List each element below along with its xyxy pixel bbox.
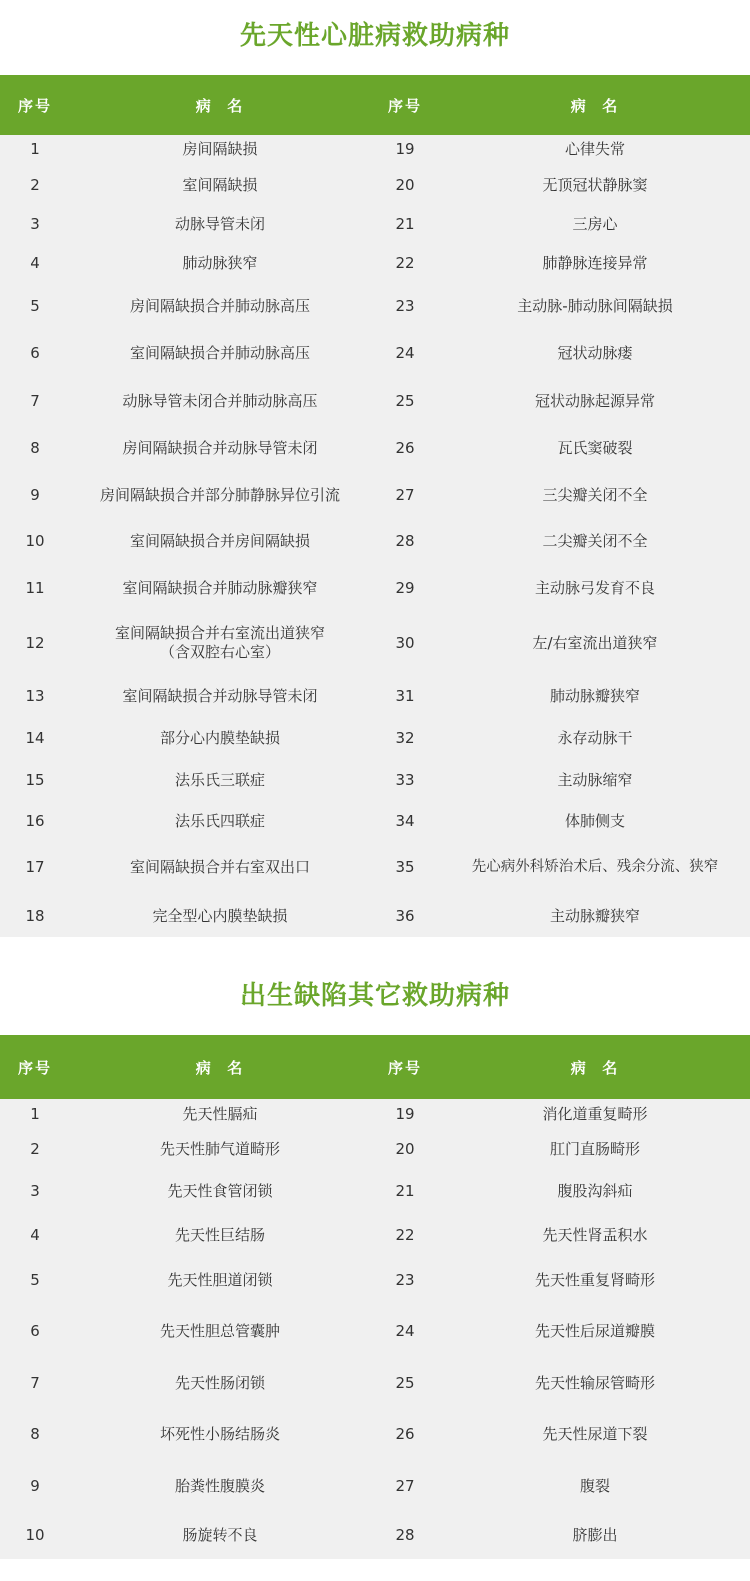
row-index-left: 3 xyxy=(30,215,40,233)
row-disease-right: 肺静脉连接异常 xyxy=(542,254,648,272)
table-row xyxy=(0,378,750,425)
table2-body xyxy=(0,1099,750,1559)
row-index-right: 22 xyxy=(395,1226,415,1244)
row-index-left: 4 xyxy=(30,254,40,272)
row-disease-left: 完全型心内膜垫缺损 xyxy=(152,906,288,925)
row-disease-left: 动脉导管未闭 xyxy=(174,215,265,233)
row-index-right: 33 xyxy=(395,771,415,789)
row-disease-left: 先天性巨结肠 xyxy=(174,1226,265,1244)
row-disease-right: 左/右室流出道狭窄 xyxy=(532,633,658,652)
table-row xyxy=(0,1408,750,1461)
header-index-2: 序号 xyxy=(387,1058,422,1077)
row-index-right: 23 xyxy=(395,297,415,315)
table2-title: 出生缺陷其它救助病种 xyxy=(239,981,510,1011)
row-index-right: 20 xyxy=(395,176,415,194)
table-row xyxy=(0,1304,750,1358)
row-disease-left: 室间隔缺损 xyxy=(182,176,258,194)
row-disease-right: 体肺侧支 xyxy=(564,811,625,830)
row-index-right: 25 xyxy=(395,1373,415,1392)
row-index-left: 5 xyxy=(30,1271,40,1289)
row-disease-left: 动脉导管未闭合并肺动脉高压 xyxy=(122,392,318,410)
row-disease-left: 肠旋转不良 xyxy=(182,1525,258,1544)
row-index-right: 29 xyxy=(395,578,415,597)
row-index-left: 17 xyxy=(25,858,45,876)
row-index-right: 36 xyxy=(395,906,415,925)
table-row xyxy=(0,1099,750,1129)
header-index-1: 序号 xyxy=(17,96,52,115)
row-index-left: 8 xyxy=(30,1425,40,1443)
row-index-left: 6 xyxy=(30,1321,40,1340)
table1-body xyxy=(0,135,750,937)
row-disease-right: 先天性尿道下裂 xyxy=(542,1425,648,1443)
row-disease-left: 室间隔缺损合并肺动脉瓣狭窄 xyxy=(122,578,318,597)
row-disease-right: 腹裂 xyxy=(579,1476,610,1495)
row-disease-left: 房间隔缺损合并部分肺静脉异位引流 xyxy=(99,486,340,504)
row-index-left: 8 xyxy=(30,439,40,457)
row-disease-left: 坏死性小肠结肠炎 xyxy=(159,1425,280,1443)
row-index-right: 31 xyxy=(395,686,415,705)
row-index-left: 6 xyxy=(30,343,40,362)
row-index-left: 7 xyxy=(30,1373,40,1392)
table-row xyxy=(0,1214,750,1257)
table1-header xyxy=(0,75,750,135)
row-index-right: 19 xyxy=(395,140,415,158)
row-disease-left: 部分心内膜垫缺损 xyxy=(159,729,280,747)
row-disease-left: 室间隔缺损合并右室双出口 xyxy=(129,858,310,876)
row-index-right: 19 xyxy=(395,1104,415,1123)
row-disease-right: 三房心 xyxy=(572,215,618,233)
row-index-right: 32 xyxy=(395,729,415,747)
row-index-right: 28 xyxy=(395,1525,415,1544)
table-row xyxy=(0,285,750,328)
row-disease-left: 室间隔缺损合并动脉导管未闭 xyxy=(122,686,318,705)
row-disease-right: 三尖瓣关闭不全 xyxy=(542,486,648,504)
row-index-right: 26 xyxy=(395,1425,415,1443)
row-disease-left: 房间隔缺损合并动脉导管未闭 xyxy=(122,439,318,457)
table-row xyxy=(0,1129,750,1169)
row-index-right: 27 xyxy=(395,486,415,504)
header-name-2: 病 名 xyxy=(570,96,620,115)
row-index-left: 1 xyxy=(30,140,40,158)
row-disease-right: 无顶冠状静脉窦 xyxy=(542,176,648,194)
row-index-right: 30 xyxy=(395,633,415,652)
row-disease-left: 先天性食管闭锁 xyxy=(167,1182,273,1200)
row-disease-left: 房间隔缺损 xyxy=(182,140,258,158)
row-index-left: 13 xyxy=(25,686,45,705)
row-index-right: 34 xyxy=(395,811,415,830)
row-index-left: 12 xyxy=(25,633,45,652)
row-index-right: 25 xyxy=(395,392,415,410)
table-row xyxy=(0,1511,750,1559)
table-row xyxy=(0,895,750,937)
row-disease-right: 冠状动脉起源异常 xyxy=(534,392,655,410)
row-index-left: 11 xyxy=(25,578,45,597)
row-disease-right: 二尖瓣关闭不全 xyxy=(542,532,648,550)
table-row xyxy=(0,164,750,207)
row-disease-left: 先天性肺气道畸形 xyxy=(159,1139,280,1158)
row-disease-left: 先天性膈疝 xyxy=(182,1104,258,1123)
row-disease-right: 心律失常 xyxy=(564,140,625,158)
table-row xyxy=(0,674,750,718)
row-disease-right: 永存动脉干 xyxy=(557,729,633,747)
row-disease-right: 冠状动脉瘘 xyxy=(557,343,633,362)
row-disease-left: 室间隔缺损合并肺动脉高压 xyxy=(129,343,310,362)
row-index-left: 10 xyxy=(25,1525,45,1544)
table-row xyxy=(0,612,750,674)
row-index-right: 24 xyxy=(395,343,415,362)
row-index-left: 1 xyxy=(30,1104,40,1123)
row-index-right: 23 xyxy=(395,1271,415,1289)
row-index-left: 16 xyxy=(25,811,45,830)
row-disease-left: 肺动脉狭窄 xyxy=(182,254,258,272)
row-disease-left: 先天性胆道闭锁 xyxy=(167,1271,273,1289)
row-disease-left: 房间隔缺损合并肺动脉高压 xyxy=(129,297,310,315)
row-disease-right: 瓦氏窦破裂 xyxy=(557,439,633,457)
header-index-2: 序号 xyxy=(387,96,422,115)
table1-title: 先天性心脏病救助病种 xyxy=(239,21,510,51)
table-row xyxy=(0,328,750,378)
table-row xyxy=(0,135,750,164)
row-disease-left: 胎粪性腹膜炎 xyxy=(174,1476,265,1495)
row-disease-right: 先天性输尿管畸形 xyxy=(534,1373,655,1392)
row-disease-right: 肛门直肠畸形 xyxy=(549,1139,640,1158)
row-index-right: 35 xyxy=(395,858,415,876)
row-index-left: 4 xyxy=(30,1226,40,1244)
table-row xyxy=(0,840,750,895)
table-row xyxy=(0,718,750,759)
row-index-left: 5 xyxy=(30,297,40,315)
row-disease-right: 先天性肾盂积水 xyxy=(542,1226,648,1244)
row-disease-right: 腹股沟斜疝 xyxy=(557,1182,633,1200)
row-index-left: 10 xyxy=(25,532,45,550)
row-index-left: 18 xyxy=(25,906,45,925)
header-name-2: 病 名 xyxy=(570,1058,620,1077)
row-disease-left: 室间隔缺损合并右室流出道狭窄 （含双腔右心室） xyxy=(114,624,325,661)
row-disease-left: 法乐氏三联症 xyxy=(174,771,265,789)
row-index-right: 22 xyxy=(395,254,415,272)
row-disease-right: 主动脉缩窄 xyxy=(557,771,633,789)
row-disease-left: 先天性肠闭锁 xyxy=(174,1373,265,1392)
row-disease-right: 先天性重复肾畸形 xyxy=(534,1271,655,1289)
row-disease-right: 消化道重复畸形 xyxy=(542,1104,648,1123)
row-index-right: 21 xyxy=(395,215,415,233)
table-row xyxy=(0,564,750,612)
table-row xyxy=(0,472,750,519)
row-disease-right: 肺动脉瓣狭窄 xyxy=(549,686,640,705)
row-index-left: 2 xyxy=(30,1139,40,1158)
header-name-1: 病 名 xyxy=(195,1058,245,1077)
row-index-left: 9 xyxy=(30,486,40,504)
row-index-right: 26 xyxy=(395,439,415,457)
row-index-left: 9 xyxy=(30,1476,40,1495)
row-index-left: 3 xyxy=(30,1182,40,1200)
row-index-left: 7 xyxy=(30,392,40,410)
row-disease-right: 主动脉瓣狭窄 xyxy=(549,906,640,925)
table-row xyxy=(0,1461,750,1511)
table-row xyxy=(0,425,750,472)
table-row xyxy=(0,519,750,564)
row-disease-left: 室间隔缺损合并房间隔缺损 xyxy=(129,532,310,550)
row-disease-right: 脐膨出 xyxy=(572,1525,618,1544)
table-row xyxy=(0,242,750,285)
table2-header xyxy=(0,1035,750,1099)
row-disease-right: 主动脉-肺动脉间隔缺损 xyxy=(517,297,673,315)
row-index-right: 27 xyxy=(395,1476,415,1495)
row-index-left: 15 xyxy=(25,771,45,789)
row-index-right: 21 xyxy=(395,1182,415,1200)
row-index-left: 14 xyxy=(25,729,45,747)
row-disease-right: 先天性后尿道瓣膜 xyxy=(534,1321,655,1340)
row-disease-right: 先心病外科矫治术后、残余分流、狭窄 xyxy=(471,859,719,875)
row-index-right: 20 xyxy=(395,1139,415,1158)
table-row xyxy=(0,207,750,242)
row-disease-right: 主动脉弓发育不良 xyxy=(534,578,655,597)
row-index-right: 28 xyxy=(395,532,415,550)
row-disease-left: 先天性胆总管囊肿 xyxy=(159,1321,280,1340)
table-row xyxy=(0,1169,750,1214)
header-index-1: 序号 xyxy=(17,1058,52,1077)
table-row xyxy=(0,1257,750,1304)
table-row xyxy=(0,759,750,802)
row-index-right: 24 xyxy=(395,1321,415,1340)
header-name-1: 病 名 xyxy=(195,96,245,115)
row-index-left: 2 xyxy=(30,176,40,194)
table-row xyxy=(0,802,750,840)
row-disease-left: 法乐氏四联症 xyxy=(174,811,265,830)
table-row xyxy=(0,1358,750,1408)
